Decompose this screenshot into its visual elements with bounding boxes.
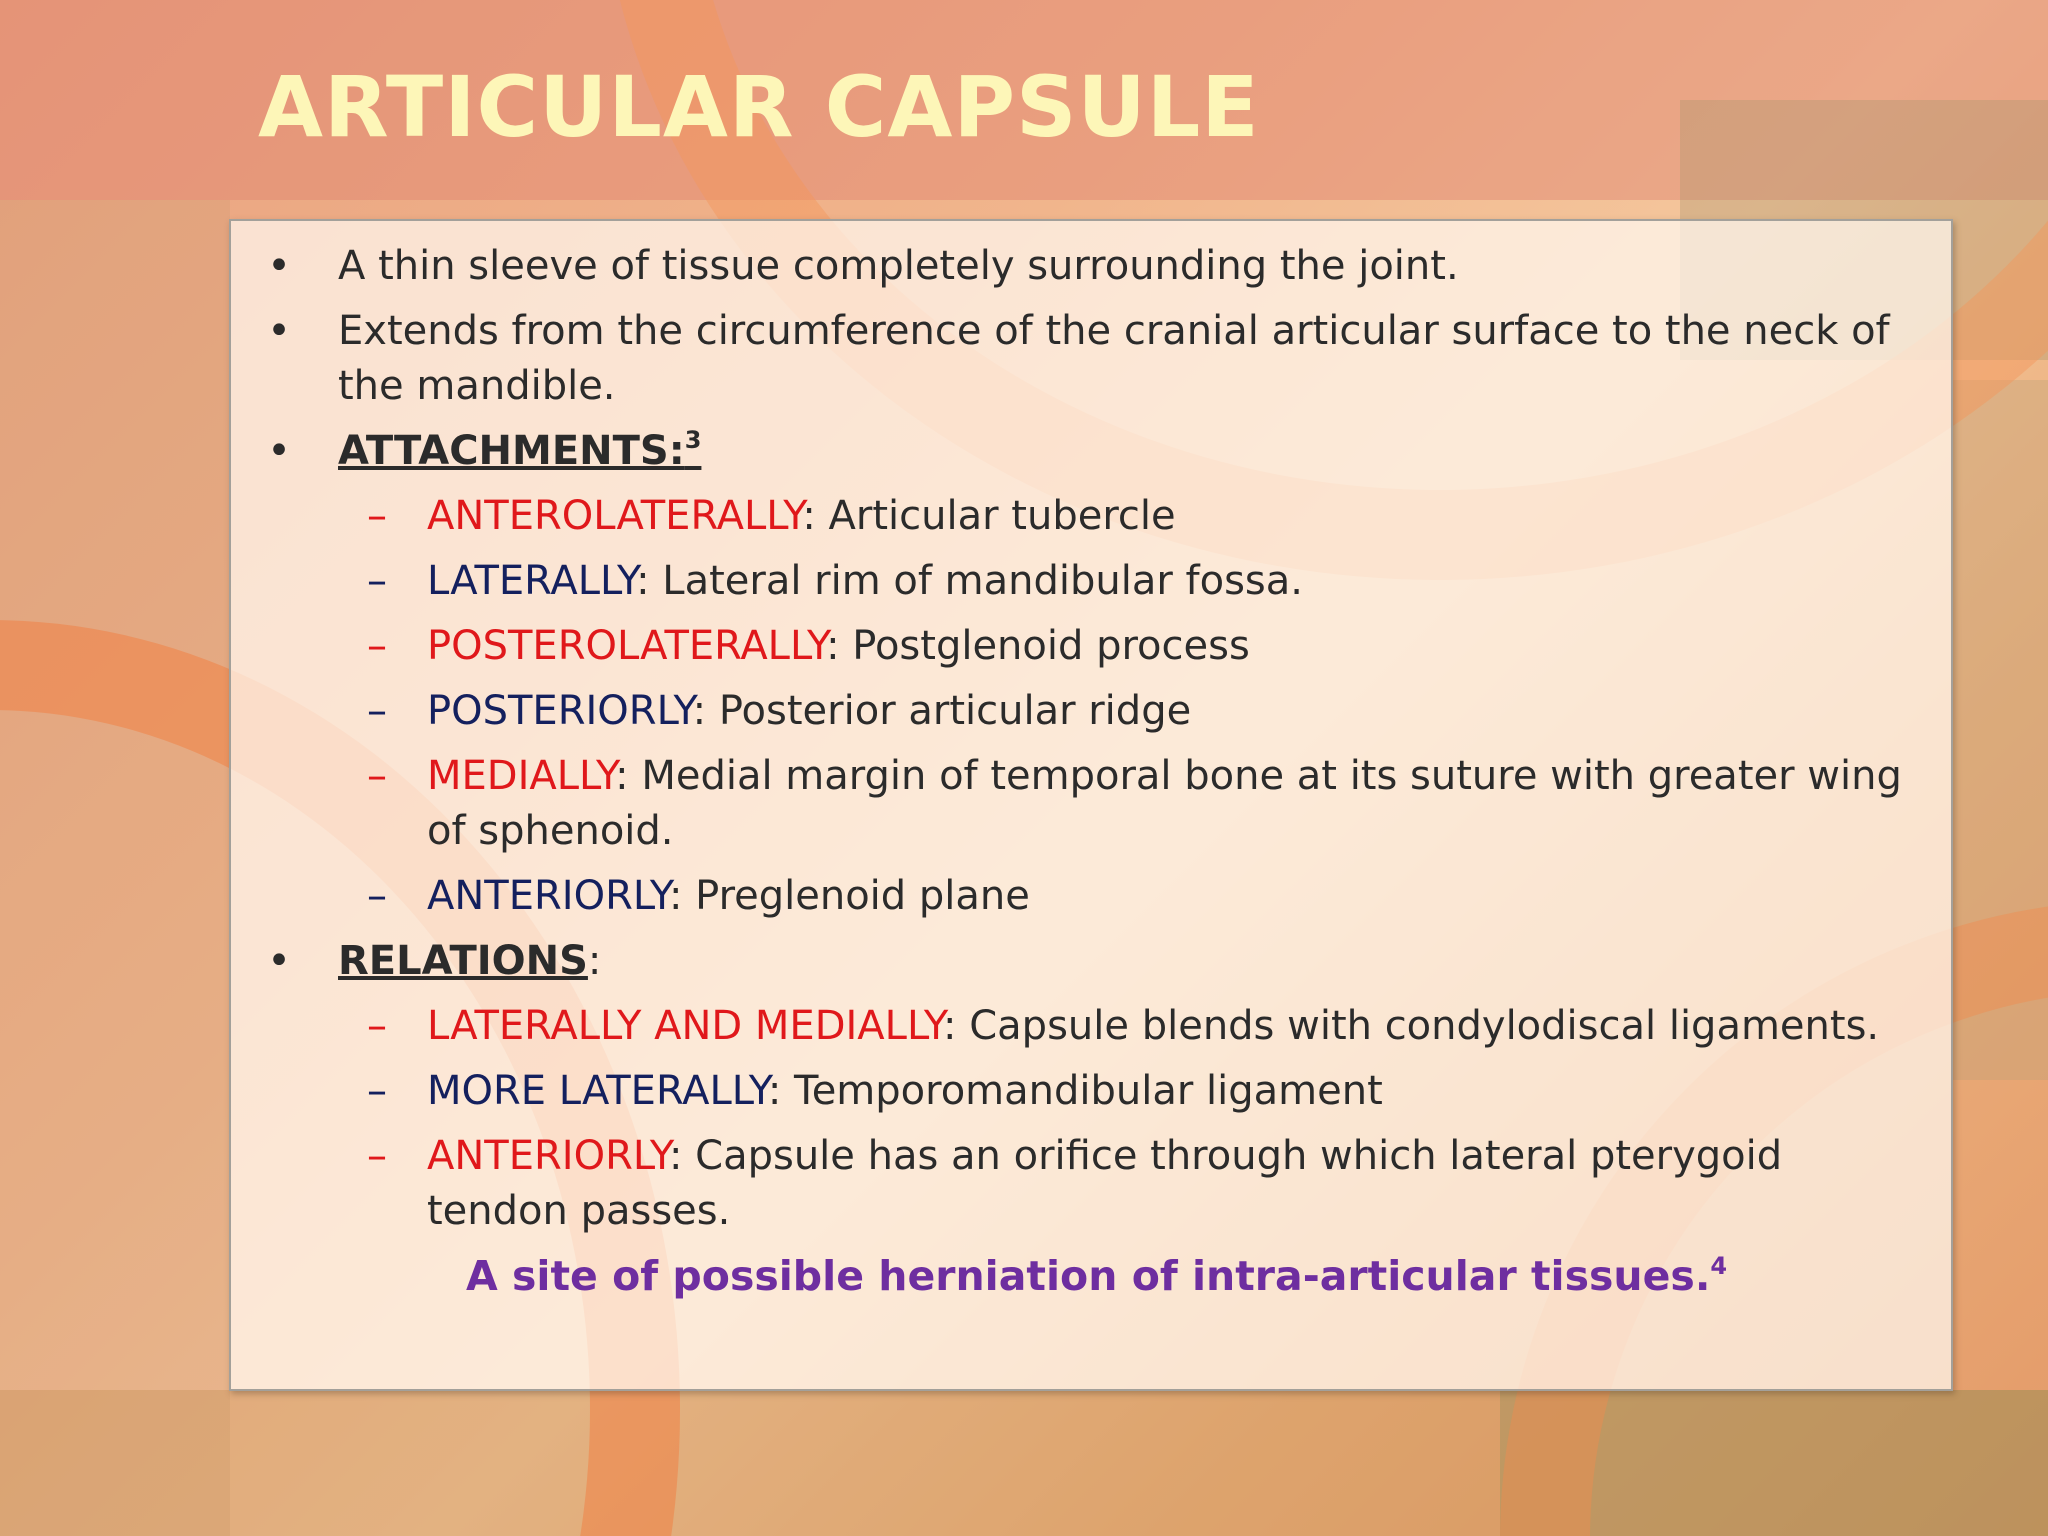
relations-heading-item [231, 934, 1931, 989]
bullet-marker: • [267, 308, 291, 354]
relation-text: : Capsule blends with condylodiscal ligaments. [943, 1003, 1880, 1049]
attachment-term: LATERALLY [427, 558, 637, 604]
relation-term: LATERALLY AND MEDIALLY [427, 1003, 944, 1049]
bullet-marker: • [267, 428, 291, 474]
bullet-item [231, 304, 1931, 414]
bullet-list [231, 239, 1931, 1304]
attachment-term: ANTERIORLY [427, 873, 669, 919]
attachment-text: : Medial margin of temporal bone at its suture with greater wing of sphenoid. [427, 753, 1902, 854]
attachment-term: ANTEROLATERALLY [427, 493, 803, 539]
relation-term: MORE LATERALLY [427, 1068, 768, 1114]
attachments-heading: ATTACHMENTS:$^3$ [338, 426, 702, 474]
attachments-heading-item [231, 424, 1931, 479]
dash-marker: – [367, 753, 387, 799]
dash-marker: – [367, 1003, 387, 1049]
bullet-marker: • [267, 243, 291, 289]
dash-marker: – [367, 1133, 387, 1179]
dash-marker: – [367, 623, 387, 669]
relation-text: : Capsule has an orifice through which lateral pterygoid tendon passes. [427, 1133, 1783, 1234]
attachment-term: MEDIALLY [427, 753, 616, 799]
relation-term: ANTERIORLY [427, 1133, 669, 1179]
attachment-text: : Postglenoid process [826, 623, 1250, 669]
content-panel [229, 219, 1953, 1391]
relations-heading: RELATIONS [338, 938, 588, 984]
herniation-note: A site of possible herniation of intra-articular tissues.$^4$ [466, 1252, 1728, 1300]
bullet-text: Extends from the circumference of the cranial articular surface to the neck of the mandible. [338, 308, 1890, 409]
relation-text: : Temporomandibular ligament [767, 1068, 1383, 1114]
bullet-marker: • [267, 938, 291, 984]
attachment-term: POSTEROLATERALLY [427, 623, 827, 669]
relation-item [231, 999, 1931, 1054]
reference-number: 3 [684, 426, 702, 454]
attachment-text: : Articular tubercle [802, 493, 1176, 539]
reference-number: 4 [1710, 1252, 1728, 1280]
attachment-text: : Lateral rim of mandibular fossa. [636, 558, 1303, 604]
dash-marker: – [367, 1068, 387, 1114]
attachment-item [231, 749, 1931, 859]
attachment-item [231, 489, 1931, 544]
bullet-text: A thin sleeve of tissue completely surrounding the joint. [338, 243, 1459, 289]
relation-item [231, 1064, 1931, 1119]
dash-marker: – [367, 493, 387, 539]
attachment-item [231, 619, 1931, 674]
attachment-term: POSTERIORLY [427, 688, 693, 734]
attachment-item [231, 554, 1931, 609]
dash-marker: – [367, 688, 387, 734]
dash-marker: – [367, 558, 387, 604]
relation-item [231, 1129, 1931, 1239]
slide-title: ARTICULAR CAPSULE [258, 58, 1260, 156]
attachment-item [231, 684, 1931, 739]
dash-marker: – [367, 873, 387, 919]
attachment-text: : Posterior articular ridge [692, 688, 1192, 734]
attachment-item [231, 869, 1931, 924]
bullet-item [231, 239, 1931, 294]
relations-colon: : [587, 938, 602, 984]
attachment-text: : Preglenoid plane [668, 873, 1030, 919]
